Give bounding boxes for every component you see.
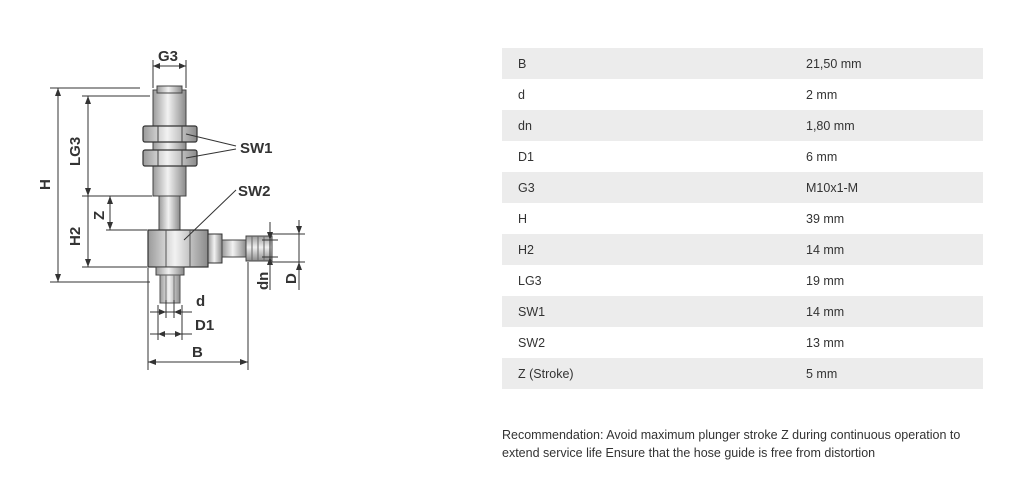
spec-key: H2 bbox=[502, 234, 790, 265]
label-g3: G3 bbox=[158, 48, 179, 65]
spec-value: M10x1-M bbox=[790, 172, 983, 203]
label-d1: D1 bbox=[195, 317, 215, 334]
label-dn: dn bbox=[255, 271, 272, 290]
spec-value: 21,50 mm bbox=[790, 48, 983, 79]
spec-value: 5 mm bbox=[790, 358, 983, 389]
spec-row bbox=[502, 203, 983, 234]
spec-row bbox=[502, 141, 983, 172]
label-sw1: SW1 bbox=[240, 140, 273, 157]
spec-row bbox=[502, 265, 983, 296]
spec-value: 39 mm bbox=[790, 203, 983, 234]
spec-key: G3 bbox=[502, 172, 790, 203]
spec-key: d bbox=[502, 79, 790, 110]
suction-tip bbox=[156, 267, 184, 303]
spec-value: 6 mm bbox=[790, 141, 983, 172]
label-sw2: SW2 bbox=[238, 183, 271, 200]
label-z: Z bbox=[91, 210, 108, 220]
label-d: d bbox=[196, 293, 206, 310]
spec-value: 14 mm bbox=[790, 296, 983, 327]
plunger-head-block bbox=[148, 230, 246, 267]
spec-row bbox=[502, 79, 983, 110]
spec-value: 1,80 mm bbox=[790, 110, 983, 141]
technical-drawing bbox=[0, 0, 330, 400]
label-h2: H2 bbox=[67, 226, 84, 246]
lock-nut-upper bbox=[143, 126, 197, 142]
spec-value: 2 mm bbox=[790, 79, 983, 110]
label-b: B bbox=[192, 344, 203, 361]
spec-key: B bbox=[502, 48, 790, 79]
spec-key: SW1 bbox=[502, 296, 790, 327]
spec-key: H bbox=[502, 203, 790, 234]
plunger bbox=[159, 196, 180, 230]
spec-row bbox=[502, 327, 983, 358]
spec-key: SW2 bbox=[502, 327, 790, 358]
spec-value: 19 mm bbox=[790, 265, 983, 296]
label-lg3: LG3 bbox=[67, 136, 84, 166]
label-h: H bbox=[37, 179, 54, 190]
label-d-outer: D bbox=[283, 273, 300, 284]
lock-nut-lower bbox=[143, 150, 197, 166]
spec-key: D1 bbox=[502, 141, 790, 172]
spec-row bbox=[502, 172, 983, 203]
spec-row bbox=[502, 48, 983, 79]
spec-value: 14 mm bbox=[790, 234, 983, 265]
spec-row bbox=[502, 358, 983, 389]
spec-key: dn bbox=[502, 110, 790, 141]
spec-key: LG3 bbox=[502, 265, 790, 296]
spec-value: 13 mm bbox=[790, 327, 983, 358]
spec-table bbox=[502, 48, 983, 389]
spec-row bbox=[502, 234, 983, 265]
spec-key: Z (Stroke) bbox=[502, 358, 790, 389]
recommendation-note: Recommendation: Avoid maximum plunger stroke Z during continuous operation to extend service life Ensure that the hose guide is free from distortion bbox=[502, 428, 961, 460]
spec-row bbox=[502, 296, 983, 327]
spec-row bbox=[502, 110, 983, 141]
